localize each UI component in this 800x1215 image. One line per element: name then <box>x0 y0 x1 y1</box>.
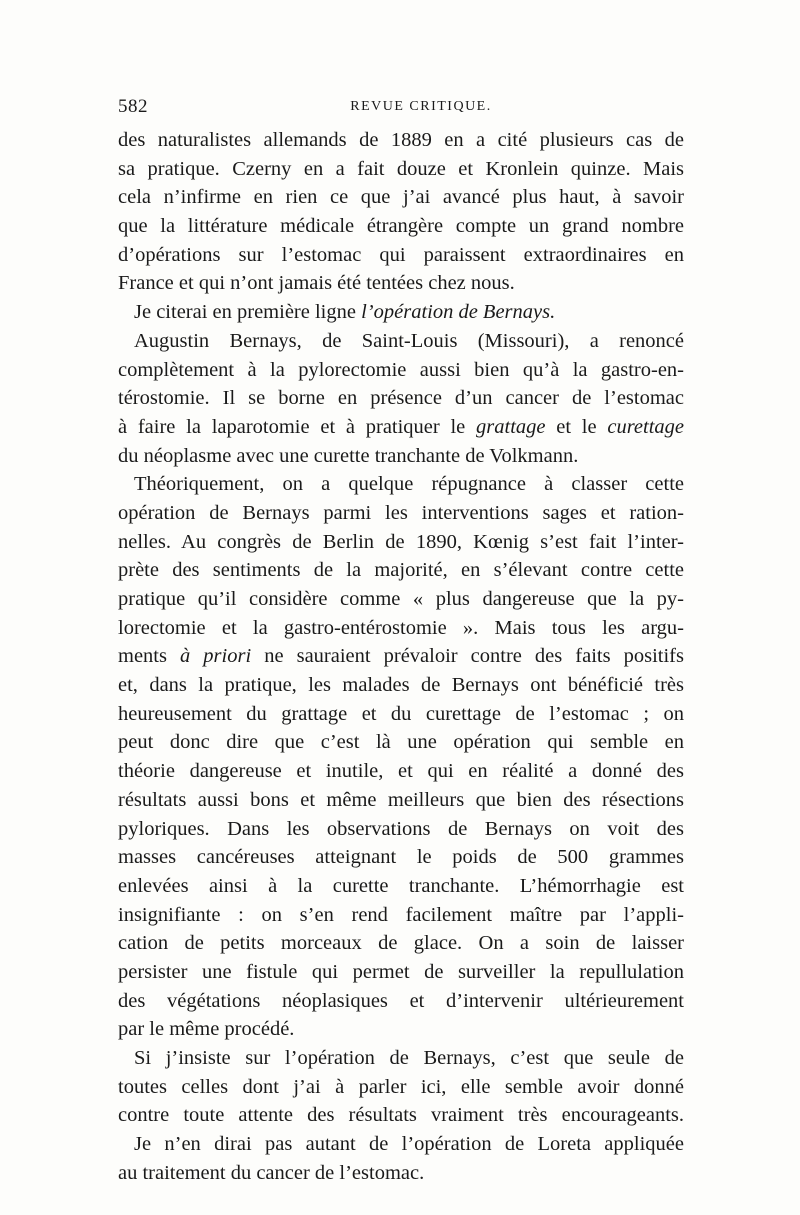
italic-text: à priori <box>180 645 252 668</box>
text-line: persister une fistule qui permet de surveiller la repullulation <box>118 960 684 983</box>
running-head: REVUE CRITIQUE. <box>350 99 492 114</box>
text-line <box>118 642 684 671</box>
text-line <box>118 298 684 327</box>
text-line: peut donc dire que c’est là une opération qui semble en <box>118 731 684 754</box>
text-line: cela n’infirme en rien ce que j’ai avancé plus haut, à savoir <box>118 186 684 209</box>
text-segment: à faire la laparotomie et à pratiquer le <box>118 415 477 438</box>
text-segment: et le <box>545 415 608 438</box>
text-line: France et qui n’ont jamais été tentées chez nous. <box>118 272 515 295</box>
page-number: 582 <box>118 96 148 117</box>
page-header <box>118 96 684 124</box>
text-segment: ments <box>118 645 181 668</box>
text-line: enlevées ainsi à la curette tranchante. L’hémorrhagie est <box>118 874 684 897</box>
text-line: Théoriquement, on a quelque répugnance à classer cette <box>134 473 684 496</box>
text-line: heureusement du grattage et du curettage de l’estomac ; on <box>118 702 684 725</box>
text-line: théorie dangereuse et inutile, et qui en réalité a donné des <box>118 760 684 783</box>
text-line: opération de Bernays parmi les interventions sages et ration- <box>118 501 684 524</box>
text-line: des végétations néoplasiques et d’intervenir ultérieurement <box>118 989 684 1012</box>
text-line: toutes celles dont j’ai à parler ici, elle semble avoir donné <box>118 1075 684 1098</box>
text-line: contre toute attente des résultats vraiment très encourageants. <box>118 1104 684 1127</box>
text-line: cation de petits morceaux de glace. On a soin de laisser <box>118 932 684 955</box>
text-line: que la littérature médicale étrangère compte un grand nombre <box>118 215 684 238</box>
text-line: pratique qu’il considère comme « plus dangereuse que la py- <box>118 588 684 610</box>
text-line: Si j’insiste sur l’opération de Bernays, c’est que seule de <box>134 1047 684 1069</box>
text-line: et, dans la pratique, les malades de Bernays ont bénéficié très <box>118 674 684 697</box>
text-segment: ne sauraient prévaloir contre des faits positifs <box>251 645 684 668</box>
text-line: prète des sentiments de la majorité, en s’élevant contre cette <box>118 559 684 582</box>
italic-text: grattage <box>476 415 546 438</box>
text-line: masses cancéreuses atteignant le poids de 500 grammes <box>118 846 684 869</box>
text-line: du néoplasme avec une curette tranchante de Volkmann. <box>118 444 579 467</box>
text-line: par le même procédé. <box>118 1018 295 1041</box>
text-line: nelles. Au congrès de Berlin de 1890, Kœnig s’est fait l’inter- <box>118 530 684 553</box>
italic-text: l’opération de Bernays. <box>361 301 556 324</box>
text-line: lorectomie et la gastro-entérostomie ». Mais tous les argu- <box>118 616 684 639</box>
text-line: insignifiante : on s’en rend facilement maître par l’appli- <box>118 903 684 926</box>
text-line: des naturalistes allemands de 1889 en a cité plusieurs cas de <box>118 129 684 151</box>
text-line: au traitement du cancer de l’estomac. <box>118 1161 425 1184</box>
text-line: pyloriques. Dans les observations de Bernays on voit des <box>118 817 684 840</box>
text-line: térostomie. Il se borne en présence d’un cancer de l’estomac <box>118 387 684 410</box>
text-segment: Je citerai en première ligne <box>134 301 362 324</box>
text-line: Je n’en dirai pas autant de l’opération de Loreta appliquée <box>134 1133 684 1156</box>
text-line <box>118 413 684 442</box>
text-line: sa pratique. Czerny en a fait douze et Kronlein quinze. Mais <box>118 157 684 180</box>
italic-text: curettage <box>607 415 684 438</box>
text-line: d’opérations sur l’estomac qui paraissent extraordinaires en <box>118 243 684 266</box>
text-line: complètement à la pylorectomie aussi bien qu’à la gastro-en- <box>118 358 684 381</box>
text-line: résultats aussi bons et même meilleurs que bien des résections <box>118 788 684 811</box>
text-line: Augustin Bernays, de Saint-Louis (Missouri), a renoncé <box>134 329 684 352</box>
body-text <box>118 126 684 1187</box>
